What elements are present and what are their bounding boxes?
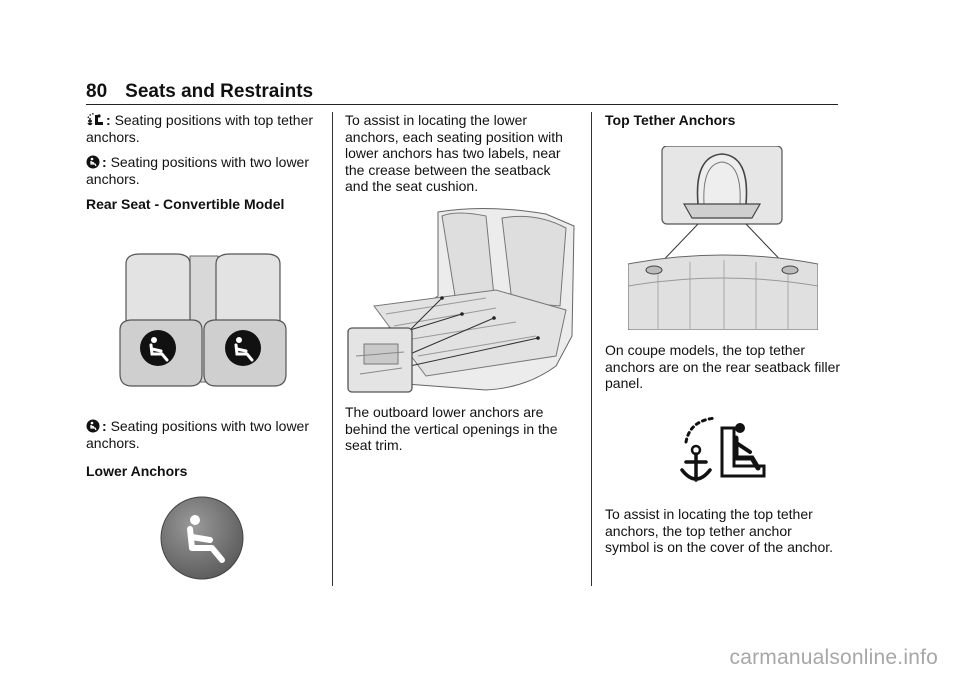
top-tether-symbol-figure — [678, 414, 766, 488]
tether-desc: Seating positions with top tether anchors. — [86, 112, 314, 145]
legend-colon: : — [102, 418, 107, 434]
top-tether-heading: Top Tether Anchors — [605, 112, 736, 128]
lower-desc-2: Seating positions with two lower anchors. — [86, 418, 309, 451]
lower-anchors-heading: Lower Anchors — [86, 463, 188, 480]
column-1-lower — [86, 418, 322, 489]
column-2-lower — [345, 404, 575, 463]
lower-anchor-icon — [86, 419, 100, 433]
rear-seat-convertible-figure — [118, 250, 288, 388]
column-3-lower — [605, 506, 840, 565]
column-divider — [332, 112, 333, 586]
column-2 — [345, 112, 575, 204]
lower-desc: Seating positions with two lower anchors. — [86, 154, 309, 187]
coupe-text: On coupe models, the top tether anchors are on the rear seatback filler panel. — [605, 342, 841, 392]
assist-tether-text: To assist in locating the top tether anchors, the top tether anchor symbol is on the cover of the anchor. — [605, 506, 834, 556]
child-seat-icon — [722, 423, 764, 476]
column-3-middle — [605, 342, 840, 401]
column-divider — [591, 112, 592, 586]
lower-anchor-icon — [86, 155, 100, 169]
page-number: 80 — [86, 81, 108, 102]
rear-seat-heading: Rear Seat - Convertible Model — [86, 196, 285, 213]
assist-text: To assist in locating the lower anchors, each seating position with lower anchors has two labels, near the crease between the seatback and the seat cushion. — [345, 112, 563, 195]
column-3 — [605, 112, 840, 138]
rear-seat-anchor-labels-figure — [346, 206, 578, 394]
lower-anchor-symbol-figure — [160, 496, 244, 580]
page-header — [86, 82, 838, 105]
legend-colon: : — [106, 112, 111, 128]
top-tether-anchors-figure — [628, 146, 818, 330]
tether-anchor-icon — [86, 112, 104, 127]
section-title: Seats and Restraints — [125, 81, 314, 102]
lower-anchor-icon — [140, 330, 176, 366]
watermark: carmanualsonline.info — [729, 646, 938, 669]
column-1 — [86, 112, 322, 222]
lower-anchor-icon — [225, 330, 261, 366]
anchor-icon — [682, 418, 716, 480]
lower-legend — [86, 418, 322, 451]
tether-legend — [86, 112, 322, 145]
outboard-text: The outboard lower anchors are behind the vertical openings in the seat trim. — [345, 404, 558, 454]
legend-colon: : — [102, 154, 107, 171]
lower-legend — [86, 154, 322, 187]
